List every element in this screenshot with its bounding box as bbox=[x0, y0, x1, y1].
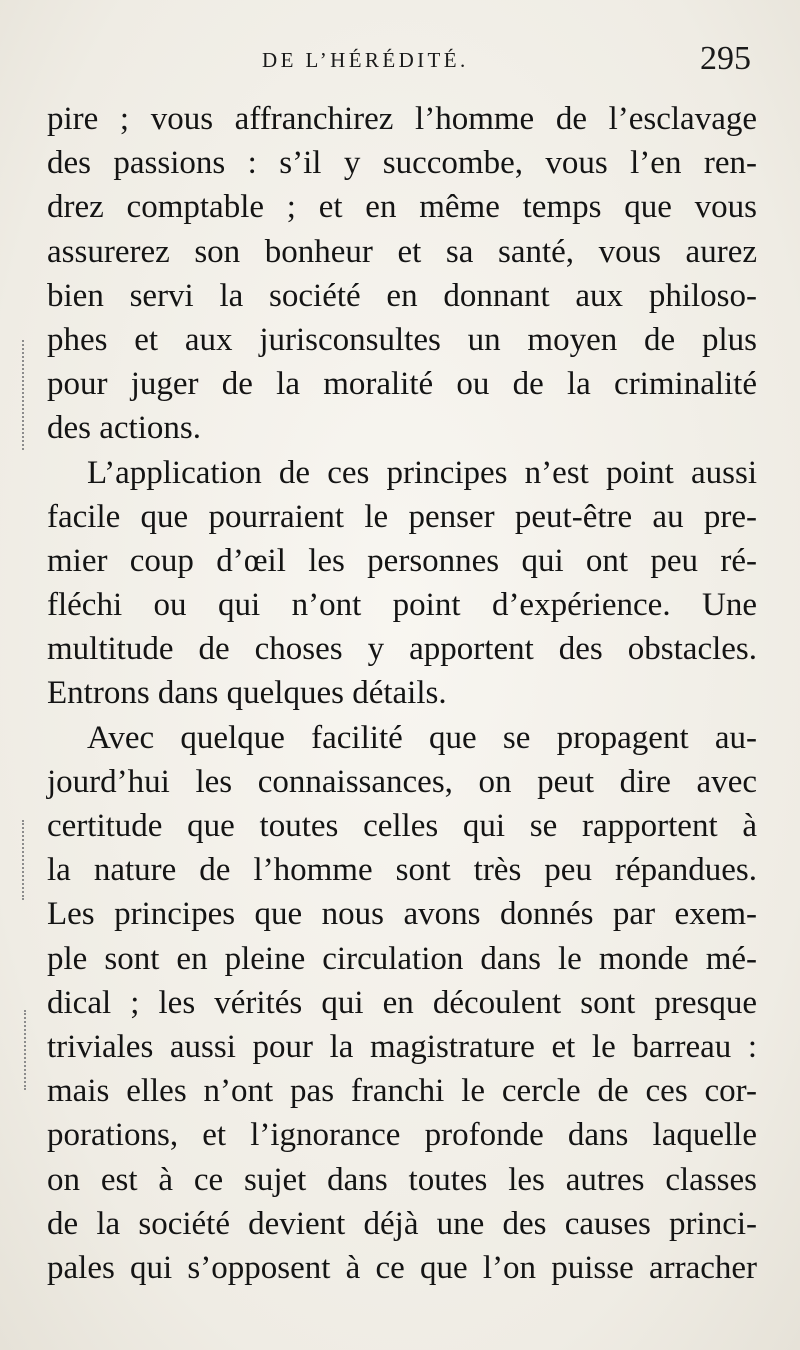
text-line: jourd’hui les connaissances, on peut dire avec bbox=[47, 763, 757, 800]
text-line: pales qui s’opposent à ce que l’on puisse arracher bbox=[47, 1249, 757, 1286]
text-line: facile que pourraient le penser peut-être au pre- bbox=[47, 498, 757, 535]
text-line: des passions : s’il y succombe, vous l’en ren- bbox=[47, 145, 757, 182]
text-line: phes et aux jurisconsultes un moyen de plus bbox=[47, 321, 757, 358]
text-line: Les principes que nous avons donnés par exem- bbox=[47, 896, 757, 933]
text-line: on est à ce sujet dans toutes les autres classes bbox=[47, 1161, 757, 1198]
page-header bbox=[0, 38, 800, 88]
text-line: certitude que toutes celles qui se rapportent à bbox=[47, 808, 757, 844]
text-line: des actions. bbox=[47, 410, 201, 447]
margin-pencil-mark bbox=[24, 1010, 32, 1090]
text-line: de la société devient déjà une des causes princi- bbox=[47, 1205, 757, 1242]
text-line: Entrons dans quelques détails. bbox=[47, 675, 447, 712]
text-line: fléchi ou qui n’ont point d’expérience. Une bbox=[47, 587, 757, 624]
text-line: pire ; vous affranchirez l’homme de l’esclavage bbox=[47, 101, 757, 137]
margin-pencil-mark bbox=[22, 820, 30, 900]
text-line: dical ; les vérités qui en découlent sont presque bbox=[47, 984, 757, 1021]
text-line: la nature de l’homme sont très peu répandues. bbox=[47, 852, 757, 889]
running-title: DE L’HÉRÉDITÉ. bbox=[262, 48, 469, 72]
text-line: multitude de choses y apportent des obstacles. bbox=[47, 631, 757, 668]
text-line: Avec quelque facilité que se propagent au- bbox=[87, 719, 757, 756]
text-line: pour juger de la moralité ou de la criminalité bbox=[47, 366, 757, 403]
text-line: L’application de ces principes n’est point aussi bbox=[87, 454, 757, 491]
text-line: porations, et l’ignorance profonde dans laquelle bbox=[47, 1117, 757, 1154]
text-line: triviales aussi pour la magistrature et le barreau : bbox=[47, 1028, 757, 1065]
text-line: ple sont en pleine circulation dans le monde mé- bbox=[47, 940, 757, 977]
margin-pencil-mark bbox=[22, 340, 30, 450]
text-line: drez comptable ; et en même temps que vous bbox=[47, 189, 757, 226]
text-line: mier coup d’œil les personnes qui ont peu ré- bbox=[47, 542, 757, 579]
text-line: assurerez son bonheur et sa santé, vous aurez bbox=[47, 233, 757, 270]
body-text bbox=[47, 97, 757, 1290]
text-line: bien servi la société en donnant aux philoso- bbox=[47, 277, 757, 314]
text-line: mais elles n’ont pas franchi le cercle de ces cor- bbox=[47, 1073, 757, 1110]
page-number: 295 bbox=[700, 40, 751, 77]
